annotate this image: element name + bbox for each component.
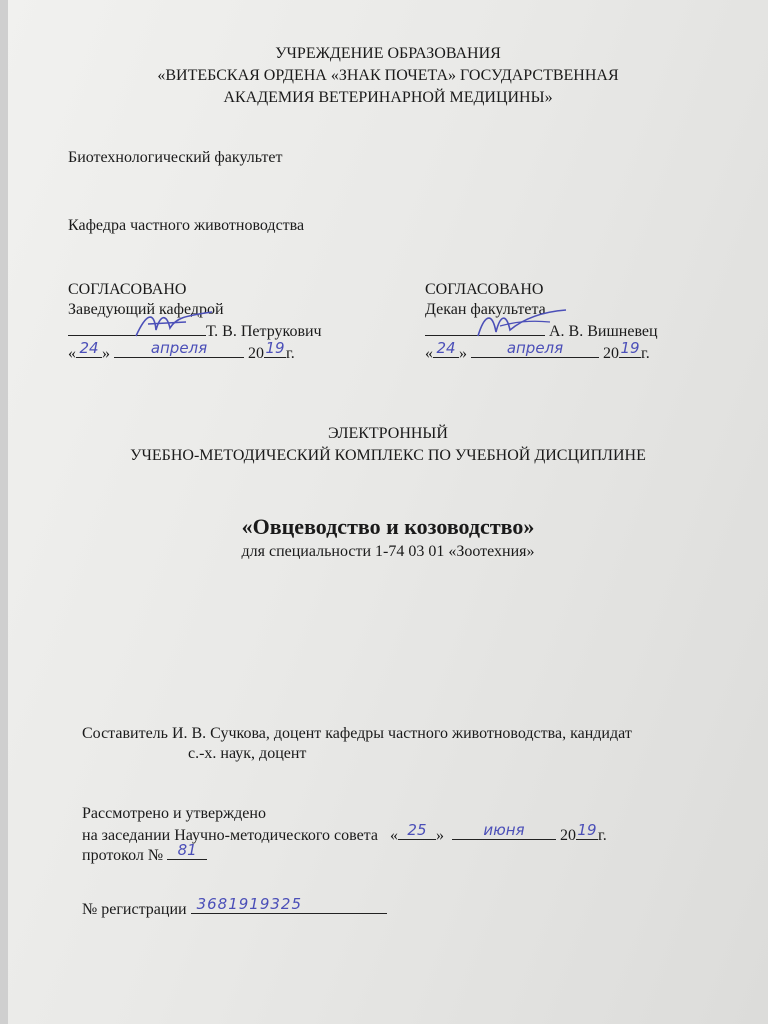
approval-right-year-prefix: 20 bbox=[603, 345, 619, 362]
doc-type-line-1: ЭЛЕКТРОННЫЙ bbox=[328, 425, 448, 442]
header-line-3: АКАДЕМИЯ ВЕТЕРИНАРНОЙ МЕДИЦИНЫ» bbox=[223, 89, 553, 106]
approval-left-year-prefix: 20 bbox=[248, 345, 264, 362]
signature-left-icon bbox=[126, 306, 216, 342]
approved-council: на заседании Научно-методического совета bbox=[82, 827, 378, 844]
approval-left-date: « 24 » апреля 20 19 г. bbox=[68, 339, 295, 362]
author-line-2: с.-х. наук, доцент bbox=[188, 745, 307, 762]
discipline-title: «Овцеводство и козоводство» bbox=[241, 514, 535, 539]
header-line-2: «ВИТЕБСКАЯ ОРДЕНА «ЗНАК ПОЧЕТА» ГОСУДАРСТВЕННАЯ bbox=[157, 67, 619, 84]
approval-left-role: Заведующий кафедрой bbox=[68, 301, 224, 318]
approval-right-year: 19 bbox=[620, 339, 640, 357]
approval-right-role: Декан факультета bbox=[425, 301, 546, 318]
doc-type-line-2: УЧЕБНО-МЕТОДИЧЕСКИЙ КОМПЛЕКС ПО УЧЕБНОЙ ДИСЦИПЛИНЕ bbox=[130, 447, 646, 464]
protocol-line bbox=[82, 841, 207, 865]
approved-year: 19 bbox=[577, 821, 597, 839]
registration-line bbox=[82, 895, 387, 919]
author-line-1: Составитель И. В. Сучкова, доцент кафедры частного животноводства, кандидат bbox=[82, 725, 632, 742]
registration-number: 3681919325 bbox=[196, 895, 303, 913]
approval-left-month: апреля bbox=[150, 339, 208, 357]
approval-left-name: Т. В. Петрукович bbox=[206, 323, 322, 340]
approval-right-heading: СОГЛАСОВАНО bbox=[425, 281, 544, 298]
approved-line-1: Рассмотрено и утверждено bbox=[82, 805, 266, 822]
protocol-number: 81 bbox=[177, 841, 197, 859]
approval-left-day: 24 bbox=[79, 339, 99, 357]
approved-day: 25 bbox=[407, 821, 427, 839]
approved-month: июня bbox=[483, 821, 525, 839]
header-line-1: УЧРЕЖДЕНИЕ ОБРАЗОВАНИЯ bbox=[275, 45, 501, 62]
approval-right-year-tail: г. bbox=[641, 345, 650, 362]
approval-right-date: « 24 » апреля 20 19 г. bbox=[425, 339, 650, 362]
approved-year-prefix: 20 bbox=[559, 827, 576, 844]
approval-right-name: А. В. Вишневец bbox=[549, 323, 658, 340]
document-page bbox=[8, 0, 768, 1024]
approval-left-year-tail: г. bbox=[286, 345, 295, 362]
protocol-label: протокол № bbox=[82, 847, 164, 864]
faculty-name: Биотехнологический факультет bbox=[68, 149, 283, 166]
registration-label: № регистрации bbox=[82, 901, 187, 918]
discipline-specialty: для специальности 1-74 03 01 «Зоотехния» bbox=[241, 543, 535, 560]
department-name: Кафедра частного животноводства bbox=[68, 217, 305, 234]
approval-right-day: 24 bbox=[436, 339, 456, 357]
approval-right-month: апреля bbox=[506, 339, 564, 357]
approved-council-line: на заседании Научно-методического совета « 25 » июня 20 19 г. bbox=[82, 821, 607, 844]
approved-year-tail: г. bbox=[597, 827, 607, 844]
approval-left-heading: СОГЛАСОВАНО bbox=[68, 281, 187, 298]
signature-right-icon bbox=[470, 302, 570, 342]
approval-left-year: 19 bbox=[265, 339, 285, 357]
